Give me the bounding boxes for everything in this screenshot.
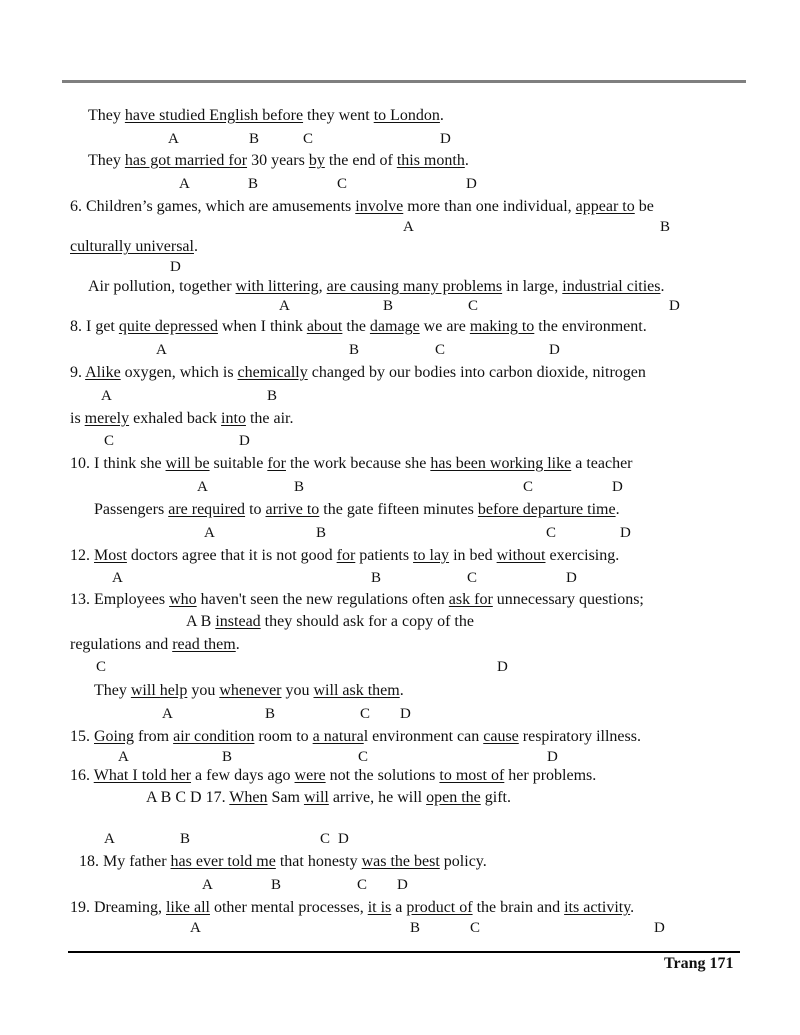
option-letter-c: C [435, 342, 446, 358]
underlined-phrase: before departure time [477, 501, 616, 518]
underlined-phrase: air condition [173, 728, 255, 745]
sentence-text: room to [254, 728, 313, 745]
underlined-phrase: merely [84, 410, 130, 427]
underlined-phrase: cause [483, 728, 519, 745]
sentence-text: 18. My father [79, 853, 171, 870]
sentence-text: They [88, 152, 125, 169]
option-letter-a: A [190, 920, 201, 936]
option-letter-c: C [470, 920, 481, 936]
underlined-phrase: whenever [219, 682, 282, 699]
option-letter-b: B [371, 570, 382, 586]
underlined-phrase: were [294, 767, 326, 784]
underlined-phrase: will help [130, 682, 188, 699]
option-letter-d: D [440, 131, 451, 147]
sentence-text: you [187, 682, 220, 699]
underlined-phrase: to lay [413, 547, 450, 564]
underlined-phrase: with littering [235, 278, 319, 295]
sentence-text: the [342, 318, 370, 335]
underlined-phrase: to London [373, 107, 440, 124]
sentence-text: in bed [449, 547, 497, 564]
option-letter-b: B [248, 176, 259, 192]
underlined-phrase: Most [94, 547, 127, 564]
underlined-phrase: open the [426, 789, 481, 806]
option-letter-b: B [265, 706, 276, 722]
option-letter-b: B [349, 342, 360, 358]
sentence-text: be [634, 198, 654, 215]
sentence-text: a [391, 899, 407, 916]
sentence-text: A B C D 17. [146, 789, 230, 806]
option-letter-b: B [294, 479, 305, 495]
underlined-phrase: quite depressed [118, 318, 218, 335]
sentence-text: gift. [480, 789, 511, 806]
option-letter-c: C [320, 831, 331, 847]
footer-divider [68, 951, 740, 953]
sentence-text: we are [419, 318, 470, 335]
sentence-text: 13. Employees [70, 591, 170, 608]
sentence-text: 19. Dreaming, [70, 899, 166, 916]
underlined-phrase: this month [396, 152, 465, 169]
underlined-phrase: who [169, 591, 197, 608]
underlined-phrase: appear to [575, 198, 635, 215]
sentence-text: a few days ago [191, 767, 295, 784]
option-letter-a: A [104, 831, 115, 847]
sentence-text: a teacher [571, 455, 633, 472]
underlined-phrase: arrive to [265, 501, 320, 518]
sentence-text: when I think [217, 318, 307, 335]
underlined-phrase: has got married for [124, 152, 248, 169]
option-letter-a: A [403, 219, 414, 235]
underlined-phrase: When [229, 789, 268, 806]
underlined-phrase: ask for [448, 591, 493, 608]
sentence-text: haven't seen the new regulations often [196, 591, 449, 608]
sentence-text: the work because she [285, 455, 431, 472]
sentence-text: 8. I get [70, 318, 119, 335]
underlined-phrase: Alike [85, 364, 121, 381]
option-letter-d: D [397, 877, 408, 893]
underlined-phrase: has ever told me [170, 853, 276, 870]
option-letter-d: D [497, 659, 508, 675]
option-letter-a: A [168, 131, 179, 147]
option-letter-a: A [101, 388, 112, 404]
sentence-text: policy. [439, 853, 487, 870]
underlined-phrase: instead [215, 613, 261, 630]
option-letter-c: C [468, 298, 479, 314]
underlined-phrase: damage [369, 318, 420, 335]
sentence-text: respiratory illness. [518, 728, 641, 745]
underlined-phrase: like all [165, 899, 210, 916]
underlined-phrase: making to [469, 318, 535, 335]
sentence-text: oxygen, which is [120, 364, 238, 381]
sentence-text: they went [303, 107, 374, 124]
underlined-phrase: are required [168, 501, 246, 518]
sentence-text: regulations and [70, 636, 173, 653]
sentence-text: . [464, 152, 469, 169]
option-letter-c: C [523, 479, 534, 495]
option-letter-a: A [112, 570, 123, 586]
option-letter-a: A [156, 342, 167, 358]
option-letter-b: B [271, 877, 282, 893]
sentence-text: suitable [209, 455, 268, 472]
sentence-text: that honesty [275, 853, 362, 870]
sentence-text: 15. [70, 728, 94, 745]
sentence-text: doctors agree that it is not good [126, 547, 337, 564]
option-letter-a: A [279, 298, 290, 314]
option-letter-c: C [104, 433, 115, 449]
option-letter-a: A [202, 877, 213, 893]
option-letter-b: B [267, 388, 278, 404]
option-letter-a: A [118, 749, 129, 765]
sentence-text: Air pollution, together [88, 278, 236, 295]
sentence-text: in large, [502, 278, 563, 295]
underlined-phrase: it is [367, 899, 392, 916]
option-letter-c: C [337, 176, 348, 192]
sentence-text: exhaled back [129, 410, 222, 427]
sentence-text: 6. Children’s games, which are amusements [70, 198, 356, 215]
option-letter-c: C [546, 525, 557, 541]
underlined-phrase: was the best [361, 853, 440, 870]
sentence-text: arrive, he will [328, 789, 427, 806]
sentence-text: They [88, 107, 125, 124]
sentence-text: the environment. [534, 318, 647, 335]
sentence-text: . [615, 501, 620, 518]
sentence-text: from [134, 728, 174, 745]
option-letter-b: B [249, 131, 260, 147]
sentence-text: Sam [267, 789, 304, 806]
option-letter-c: C [96, 659, 107, 675]
sentence-text: A B [186, 613, 216, 630]
sentence-text: . [630, 899, 635, 916]
underlined-phrase: culturally universal [70, 238, 194, 255]
option-letter-b: B [410, 920, 421, 936]
sentence-text: Passengers [94, 501, 169, 518]
sentence-text: patients [355, 547, 414, 564]
sentence-text: . [193, 238, 198, 255]
option-letter-c: C [303, 131, 314, 147]
underlined-phrase: into [221, 410, 246, 427]
sentence-text: the gate fifteen minutes [319, 501, 478, 518]
underlined-phrase: Going [94, 728, 134, 745]
underlined-phrase: about [306, 318, 343, 335]
option-letter-b: B [383, 298, 394, 314]
option-letter-d: D [547, 749, 558, 765]
option-letter-b: B [222, 749, 233, 765]
sentence-text: 9. [70, 364, 86, 381]
option-letter-a: A [197, 479, 208, 495]
sentence-text: . [660, 278, 665, 295]
sentence-text: the end of [324, 152, 397, 169]
sentence-text: her problems. [504, 767, 597, 784]
sentence-text: other mental processes, [209, 899, 368, 916]
sentence-text: 10. I think she [70, 455, 166, 472]
underlined-phrase: will [303, 789, 329, 806]
underlined-phrase: will be [165, 455, 210, 472]
option-letter-c: C [360, 706, 371, 722]
option-letter-d: D [338, 831, 349, 847]
underlined-phrase: chemically [237, 364, 308, 381]
option-letter-a: A [162, 706, 173, 722]
page-number: Trang 171 [664, 955, 734, 972]
sentence-text: more than one individual, [403, 198, 576, 215]
underlined-phrase: for [267, 455, 286, 472]
option-letter-a: A [204, 525, 215, 541]
option-letter-d: D [400, 706, 411, 722]
underlined-phrase: has been working like [430, 455, 572, 472]
option-letter-c: C [357, 877, 368, 893]
sentence-text: 12. [70, 547, 94, 564]
sentence-text: unnecessary questions; [492, 591, 644, 608]
option-letter-d: D [549, 342, 560, 358]
underlined-phrase: to most of [439, 767, 505, 784]
sentence-text: . [235, 636, 240, 653]
sentence-text: the air. [245, 410, 294, 427]
sentence-text: is [70, 410, 85, 427]
option-letter-b: B [660, 219, 671, 235]
option-letter-d: D [654, 920, 665, 936]
sentence-text: not the solutions [325, 767, 440, 784]
underlined-phrase: industrial cities [562, 278, 661, 295]
option-letter-d: D [620, 525, 631, 541]
sentence-text: They [94, 682, 131, 699]
sentence-text: the brain and [472, 899, 565, 916]
underlined-phrase: What I told her [93, 767, 192, 784]
option-letter-a: A [179, 176, 190, 192]
underlined-phrase: will ask them [313, 682, 400, 699]
sentence-text: to [245, 501, 266, 518]
underlined-phrase: read them [172, 636, 236, 653]
sentence-text: they should ask for a copy of the [260, 613, 474, 630]
sentence-text: l environment can [363, 728, 484, 745]
sentence-text: 16. [70, 767, 94, 784]
option-letter-b: B [180, 831, 191, 847]
underlined-phrase: without [496, 547, 546, 564]
option-letter-c: C [358, 749, 369, 765]
sentence-text: you [281, 682, 314, 699]
sentence-text: changed by our bodies into carbon dioxide, nitrogen [307, 364, 646, 381]
underlined-phrase: its activity [564, 899, 631, 916]
sentence-text: exercising. [545, 547, 620, 564]
option-letter-b: B [316, 525, 327, 541]
option-letter-c: C [467, 570, 478, 586]
option-letter-d: D [466, 176, 477, 192]
option-letter-d: D [669, 298, 680, 314]
sentence-text: . [399, 682, 404, 699]
underlined-phrase: involve [355, 198, 404, 215]
underlined-phrase: have studied English before [124, 107, 304, 124]
underlined-phrase: a natura [312, 728, 364, 745]
sentence-text: 30 years [247, 152, 309, 169]
option-letter-d: D [612, 479, 623, 495]
option-letter-d: D [239, 433, 250, 449]
sentence-text: . [439, 107, 444, 124]
option-letter-d: D [170, 259, 181, 275]
underlined-phrase: are causing many problems [326, 278, 503, 295]
underlined-phrase: product of [406, 899, 473, 916]
underlined-phrase: for [336, 547, 356, 564]
underlined-phrase: by [308, 152, 325, 169]
sentence-text: , [318, 278, 327, 295]
option-letter-d: D [566, 570, 577, 586]
